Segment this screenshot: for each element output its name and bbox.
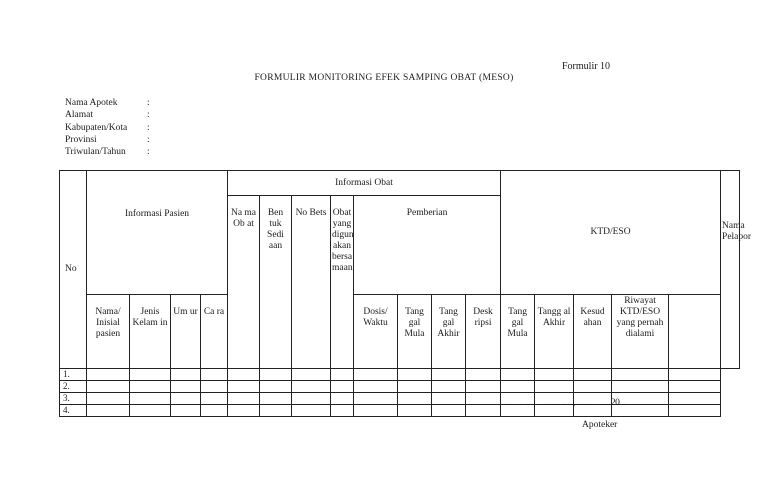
header-dosis-waktu: Dosis/ Waktu	[354, 295, 398, 369]
table-cell[interactable]	[669, 405, 721, 417]
meta-label: Nama Apotek	[65, 98, 118, 108]
table-cell[interactable]	[331, 381, 354, 393]
header-kesudahan: Kesud ahan	[574, 295, 612, 369]
meta-colon: :	[147, 134, 150, 145]
table-cell[interactable]	[228, 405, 260, 417]
table-cell[interactable]	[171, 369, 201, 381]
header-nama-inisial: Nama/ Inisial pasien	[87, 295, 130, 369]
table-cell[interactable]	[398, 393, 432, 405]
table-row	[60, 405, 740, 417]
table-cell[interactable]	[432, 369, 466, 381]
table-cell[interactable]	[354, 369, 398, 381]
table-cell[interactable]	[228, 381, 260, 393]
meta-row-alamat	[65, 109, 150, 121]
table-cell[interactable]	[292, 405, 331, 417]
table-cell[interactable]	[201, 393, 228, 405]
table-cell[interactable]	[87, 393, 130, 405]
table-row	[60, 381, 740, 393]
form-number: Formulir 10	[562, 61, 611, 72]
meta-colon: :	[147, 122, 150, 133]
table-cell[interactable]	[612, 369, 669, 381]
row-number: 2.	[60, 381, 87, 393]
table-cell[interactable]	[130, 381, 171, 393]
table-cell[interactable]	[398, 405, 432, 417]
pharmacy-info	[65, 97, 150, 158]
table-cell[interactable]	[87, 369, 130, 381]
table-cell[interactable]	[171, 381, 201, 393]
header-jenis-kelamin: Jenis Kelam in	[130, 295, 171, 369]
table-cell[interactable]	[354, 393, 398, 405]
table-cell[interactable]	[331, 393, 354, 405]
table-cell[interactable]	[535, 381, 574, 393]
table-cell[interactable]	[398, 381, 432, 393]
meta-label: Triwulan/Tahun	[65, 147, 126, 158]
header-no-bets: No Bets	[292, 196, 331, 369]
meso-table	[59, 170, 752, 417]
header-umur: Um ur	[171, 295, 201, 369]
table-cell[interactable]	[466, 393, 501, 405]
table-cell[interactable]	[354, 381, 398, 393]
header-riwayat: Riwayat KTD/ESO yang pernah dialami	[612, 295, 669, 369]
header-tanggal-akhir-obat: Tang gal Akhir	[432, 295, 466, 369]
header-tanggal-akhir-ktd: Tangg al Akhir	[535, 295, 574, 369]
header-deskripsi: Desk ripsi	[466, 295, 501, 369]
form-title: FORMULIR MONITORING EFEK SAMPING OBAT (MESO)	[254, 73, 514, 83]
header-informasi-pasien: Informasi Pasien	[87, 171, 228, 295]
table-cell[interactable]	[171, 393, 201, 405]
table-cell[interactable]	[501, 381, 535, 393]
table-cell[interactable]	[354, 405, 398, 417]
table-body	[60, 369, 740, 417]
table-cell[interactable]	[432, 381, 466, 393]
table-cell[interactable]	[574, 369, 612, 381]
header-informasi-obat: Informasi Obat	[228, 171, 501, 196]
header-pemberian: Pemberian	[354, 196, 501, 295]
table-cell[interactable]	[201, 369, 228, 381]
table-cell[interactable]	[432, 405, 466, 417]
table-cell[interactable]	[292, 369, 331, 381]
table-cell[interactable]	[87, 405, 130, 417]
table-cell[interactable]	[669, 393, 721, 405]
table-cell[interactable]	[201, 381, 228, 393]
table-cell[interactable]	[398, 369, 432, 381]
table-cell[interactable]	[130, 405, 171, 417]
table-cell[interactable]	[331, 369, 354, 381]
table-cell[interactable]	[171, 405, 201, 417]
table-cell[interactable]	[331, 405, 354, 417]
row-number: 4.	[60, 405, 87, 417]
table-cell[interactable]	[260, 405, 292, 417]
meta-label: Alamat	[65, 110, 93, 121]
header-tanggal-mulai-ktd: Tang gal Mula	[501, 295, 535, 369]
meta-row-triwulan	[65, 146, 150, 158]
table-cell[interactable]	[612, 381, 669, 393]
table-row	[60, 393, 740, 405]
table-cell[interactable]	[466, 381, 501, 393]
header-obat-bersamaan: Obat yang digun akan bersa maan	[331, 196, 354, 369]
header-cara: Ca ra	[201, 295, 228, 369]
header-ktd-eso: KTD/ESO	[501, 171, 721, 295]
meta-row-kabupaten	[65, 122, 150, 134]
table-cell[interactable]	[574, 381, 612, 393]
table-cell[interactable]	[87, 381, 130, 393]
table-cell[interactable]	[201, 405, 228, 417]
meta-label: Provinsi	[65, 134, 97, 145]
meta-colon: :	[147, 98, 150, 108]
table-cell[interactable]	[228, 393, 260, 405]
header-bentuk-sediaan: Ben tuk Sedi aan	[260, 196, 292, 369]
table-cell[interactable]	[130, 369, 171, 381]
row-number: 3.	[60, 393, 87, 405]
table-cell[interactable]	[669, 381, 721, 393]
meta-row-provinsi	[65, 134, 150, 146]
table-cell[interactable]	[432, 393, 466, 405]
table-cell[interactable]	[466, 405, 501, 417]
meta-colon: :	[147, 110, 150, 121]
meta-row-nama-apotek	[65, 97, 150, 109]
table-cell[interactable]	[130, 393, 171, 405]
row-number: 1.	[60, 369, 87, 381]
table-cell[interactable]	[501, 369, 535, 381]
table-cell[interactable]	[228, 369, 260, 381]
table-cell[interactable]	[260, 369, 292, 381]
meta-colon: :	[147, 147, 150, 158]
header-nama-pelapor: Nama Pelapor	[721, 171, 740, 369]
header-tanggal-mulai-obat: Tang gal Mula	[398, 295, 432, 369]
table-cell[interactable]	[292, 393, 331, 405]
signature-date-line[interactable]: ……………………,…………20…	[501, 398, 629, 408]
header-nama-obat: Na ma Ob at	[228, 196, 260, 369]
table-row	[60, 369, 740, 381]
table-cell[interactable]	[466, 369, 501, 381]
signature-role: Apoteker	[582, 420, 618, 430]
table-cell[interactable]	[669, 369, 721, 381]
header-no: No	[60, 171, 87, 369]
table-cell[interactable]	[292, 381, 331, 393]
meta-label: Kabupaten/Kota	[65, 122, 128, 133]
table-cell[interactable]	[535, 369, 574, 381]
table-cell[interactable]	[260, 381, 292, 393]
table-cell[interactable]	[260, 393, 292, 405]
